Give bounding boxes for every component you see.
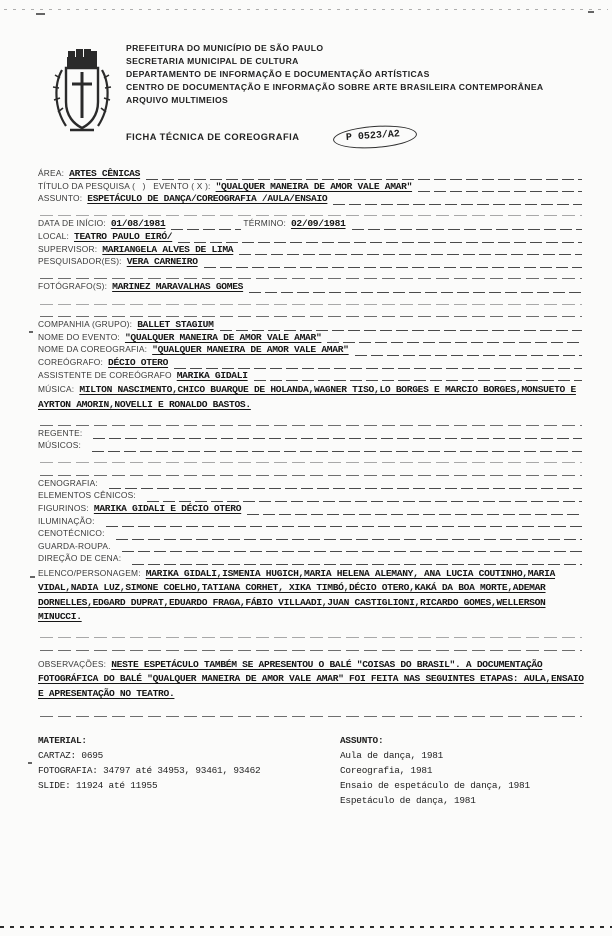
org-line: SECRETARIA MUNICIPAL DE CULTURA [126,56,299,66]
field-label: LOCAL: [38,230,69,241]
ruled-line [220,321,582,331]
org-line: DEPARTAMENTO DE INFORMAÇÃO E DOCUMENTAÇÃO ARTÍSTICAS [126,69,430,79]
field-value: NESTE ESPETÁCULO TAMBÉM SE APRESENTOU O BALÉ "COISAS DO BRASIL". A DOCUMENTAÇÃO FOTOGRÁFICA DO BALÉ "QUALQUER MANEIRA DE AMOR VALE AMAR" FOI FEITA NAS SEGUINTES ETAPAS: AULA,ENSAIO E APRESENTAÇÃO NO TEATRO. [38,658,584,699]
field-cenotecnico [38,528,584,541]
ruled-line [106,517,582,527]
field-value: "QUALQUER MANEIRA DE AMOR VALE AMAR" [152,344,349,356]
blank-ruled-line [38,269,584,282]
ruled-line [116,530,582,540]
blank-ruled-line [38,706,584,719]
field-elementos-cenicos [38,490,584,503]
ruled-line [146,170,582,180]
ruled-line [132,555,582,565]
ruled-line [333,195,582,205]
field-value: MARIKA GIDALI,ISMENIA HUGICH,MARIA HELENA ALEMANY, ANA LUCIA COUTINHO,MARIA VIDAL,NADIA LUZ,SIMONE COELHO,TATIANA CORHET, XIKA TIMBÓ,DÉCIO OTERO,KAKÁ DA BOA MORTE,ADEMAR DORNELLES,EDGARD DUPRAT,EDUARDO FRAGA,FÁBIO VILLAADI,JUAN CASTIGLIONI,RICARDO GOMES,WELLERSON MINUCCI. [38,568,556,623]
field-value: ESPETÁCULO DE DANÇA/COREOGRAFIA /AULA/ENSAIO [87,193,328,205]
ruled-line [93,429,582,439]
field-value: MARIKA GIDALI [176,369,248,381]
field-value: VERA CARNEIRO [126,256,198,268]
field-label: MÚSICOS: [38,440,82,451]
form-title-row [126,122,584,152]
assunto-line: Espetáculo de dança, 1981 [340,794,476,806]
ruled-line [171,220,241,230]
field-label: CENOTÉCNICO: [38,528,105,539]
field-value: 01/08/1981 [110,218,166,230]
field-label: FOTÓGRAFO(S): [38,281,108,292]
ruled-line [418,182,582,192]
material-column [38,733,340,808]
ruled-line [249,283,582,293]
field-label: DIREÇÃO DE CENA: [38,553,122,564]
field-value: MARIKA GIDALI E DÉCIO OTERO [93,503,242,515]
field-fotografo [38,281,584,294]
assunto-line: Ensaio de espetáculo de dança, 1981 [340,779,530,791]
field-label: COMPANHIA (GRUPO): [38,319,133,330]
field-value: "QUALQUER MANEIRA DE AMOR VALE AMAR" [124,331,322,343]
ruled-line [92,442,582,452]
field-elenco [38,566,584,624]
field-musica [38,382,584,411]
blank-ruled-line [38,640,584,653]
field-label: TÍTULO DA PESQUISA ( ) EVENTO ( X ): [38,180,211,191]
field-iluminacao [38,516,584,529]
field-assunto [38,193,584,206]
material-title: MATERIAL: [38,734,87,746]
field-musicos [38,440,584,453]
form-body [38,168,584,808]
field-label: DATA DE INÍCIO: [38,218,106,229]
field-label: ILUMINAÇÃO: [38,515,95,526]
field-value: TEATRO PAULO EIRÓ/ [74,230,173,242]
blank-ruled-line [38,206,584,219]
field-nome-coreografia [38,344,584,357]
org-line: PREFEITURA DO MUNICÍPIO DE SÃO PAULO [126,43,324,53]
ruled-line [254,371,582,381]
field-label: ELEMENTOS CÊNICOS: [38,490,136,501]
field-nome-evento [38,332,584,345]
field-label: COREÓGRAFO: [38,356,104,367]
field-value: MARIANGELA ALVES DE LIMA [102,243,234,255]
blank-ruled-line [38,415,584,428]
ruled-line [204,258,582,268]
assunto-line: Coreografia, 1981 [340,764,433,776]
material-line: FOTOGRAFIA: 34797 até 34953, 93461, 93462 [38,764,261,776]
blank-ruled-line [38,453,584,466]
field-label: PESQUISADOR(ES): [38,256,122,267]
field-coreografo [38,357,584,370]
field-observacoes [38,657,584,700]
field-value: 02/09/1981 [290,218,346,230]
blank-ruled-line [38,465,584,478]
registry-number-stamp: P 0523/A2 [333,123,418,151]
form-title: FICHA TÉCNICA DE COREOGRAFIA [126,132,300,142]
bottom-index [38,733,584,808]
ruled-line [109,479,582,489]
field-local [38,231,584,244]
assunto-title: ASSUNTO: [340,734,384,746]
field-label: ÁREA: [38,168,65,178]
field-label: NOME DO EVENTO: [38,331,120,342]
field-value: MILTON NASCIMENTO,CHICO BUARQUE DE HOLANDA,WAGNER TISO,LO BORGES E MARCIO BORGES,MONSUETO E AYRTON AMORIN,NOVELLI E RONALDO BASTOS. [38,384,576,410]
ruled-line [355,346,582,356]
field-cenografia [38,478,584,491]
field-value: DÉCIO OTERO [108,356,169,368]
field-value: MARINEZ MARAVALHAS GOMES [112,281,244,293]
field-assistente [38,370,584,383]
field-value: "QUALQUER MANEIRA DE AMOR VALE AMAR" [215,180,413,192]
field-area [38,168,584,181]
field-label: REGENTE: [38,427,83,438]
field-label: OBSERVAÇÕES: [38,658,107,669]
field-label: CENOGRAFIA: [38,477,98,488]
field-pesquisador [38,256,584,269]
field-supervisor [38,244,584,257]
blank-ruled-line [38,307,584,320]
org-line: ARQUIVO MULTIMEIOS [126,95,229,105]
org-line: CENTRO DE DOCUMENTAÇÃO E INFORMAÇÃO SOBRE ARTE BRASILEIRA CONTEMPORÂNEA [126,82,544,92]
sao-paulo-coat-of-arms-icon [50,44,114,138]
material-line: SLIDE: 11924 até 11955 [38,779,158,791]
ruled-line [174,359,582,369]
field-label: FIGURINOS: [38,503,89,514]
ruled-line [147,492,582,502]
field-label: MÚSICA: [38,384,75,395]
field-label: ELENCO/PERSONAGEM: [38,568,141,579]
ruled-line [247,505,582,515]
assunto-line: Aula de dança, 1981 [340,749,444,761]
ruled-line [352,220,582,230]
ruled-line [122,542,582,552]
ruled-line [327,333,582,343]
field-figurinos [38,503,584,516]
assunto-column [340,733,530,808]
blank-ruled-line [38,294,584,307]
material-line: CARTAZ: 0695 [38,749,104,761]
field-guarda-roupa [38,541,584,554]
field-datas [38,218,584,231]
field-titulo-evento [38,181,584,194]
ruled-line [178,233,582,243]
field-label: ASSISTENTE DE COREÓGRAFO [38,369,172,380]
field-label: ASSUNTO: [38,193,83,204]
blank-ruled-line [38,628,584,641]
field-regente [38,428,584,441]
field-label: TÉRMINO: [243,218,286,229]
field-value: BALLET STAGIUM [137,319,214,331]
field-companhia [38,319,584,332]
header-org-block [126,42,584,107]
field-direcao-cena [38,553,584,566]
ruled-line [239,245,582,255]
field-label: NOME DA COREOGRAFIA: [38,344,148,355]
field-value: ARTES CÊNICAS [69,168,141,179]
field-label: SUPERVISOR: [38,243,98,254]
field-label: GUARDA-ROUPA. [38,540,111,551]
